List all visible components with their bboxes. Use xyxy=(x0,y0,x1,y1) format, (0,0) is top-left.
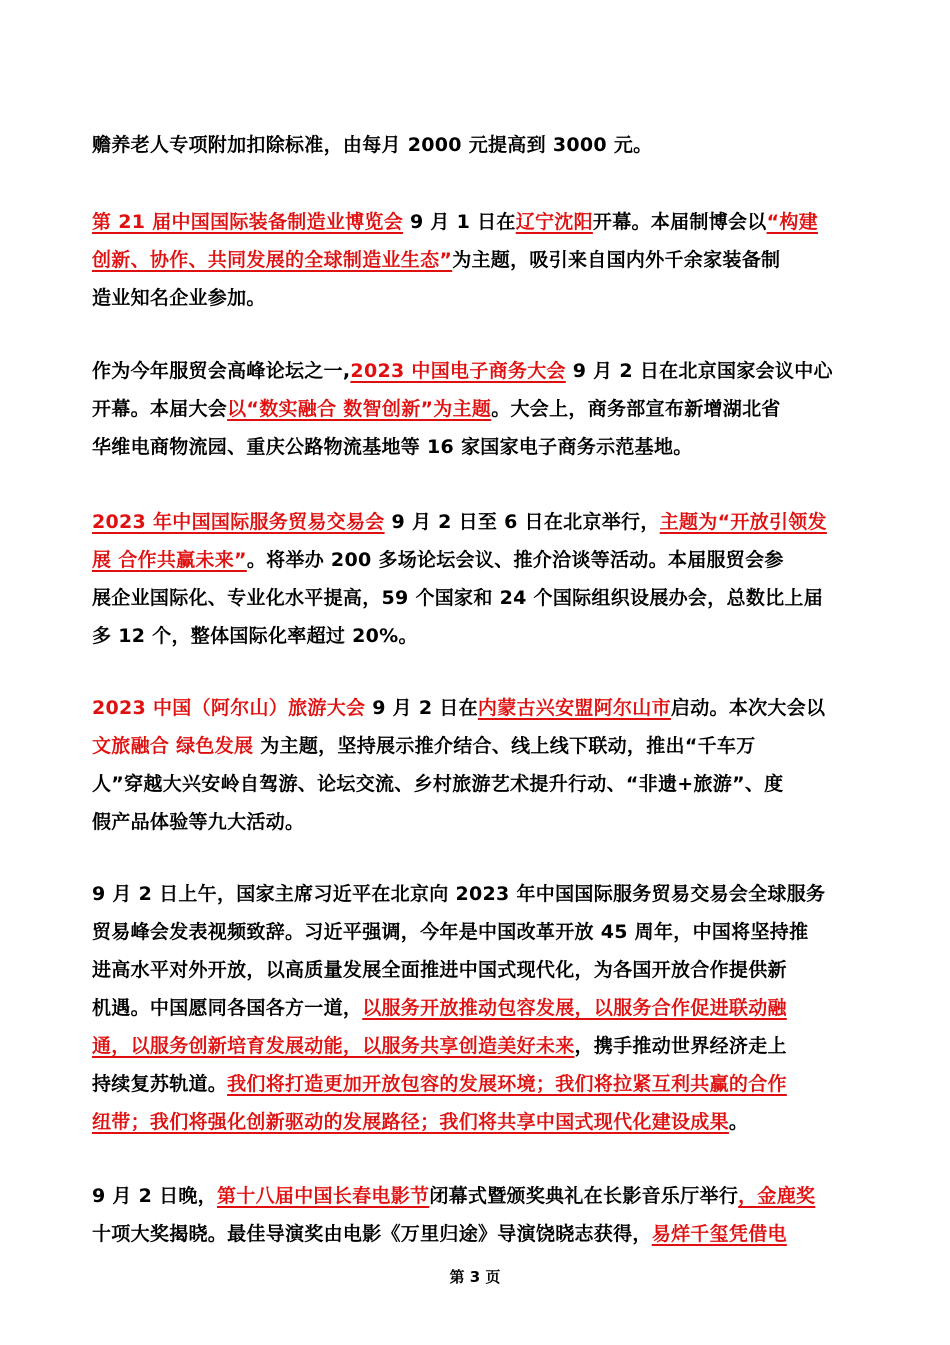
text-line xyxy=(92,617,872,655)
text-segment: 开幕。本届大会 xyxy=(92,398,228,420)
text-segment: 9 月 2 日晚， xyxy=(92,1185,217,1207)
highlighted-text: 第十八届中国长春电影节 xyxy=(217,1185,430,1207)
highlighted-text: 主题为“开放引领发 xyxy=(659,511,827,533)
highlighted-text: 易烊千玺凭借电 xyxy=(651,1223,787,1245)
text-segment: 9 月 2 日上午，国家主席习近平在北京向 2023 年中国国际服务贸易交易会全球服务 xyxy=(92,883,826,905)
highlighted-text: “构建 xyxy=(766,211,818,233)
text-line xyxy=(92,241,872,279)
text-segment: 人”穿越大兴安岭自驾游、论坛交流、乡村旅游艺术提升行动、“非遗+旅游”、度 xyxy=(92,773,784,795)
highlighted-text: 以服务开放推动包容发展，以服务合作促进联动融 xyxy=(362,997,787,1019)
text-segment: 。 xyxy=(728,1111,749,1133)
highlighted-text: 我们将打造更加开放包容的发展环境；我们将拉紧互利共赢的合作 xyxy=(227,1073,787,1095)
text-segment: 展企业国际化、专业化水平提高，59 个国家和 24 个国际组织设展办会，总数比上届 xyxy=(92,587,824,609)
text-segment: 持续复苏轨道。 xyxy=(92,1073,228,1095)
highlighted-text: 以“数实融合 数智创新”为主题 xyxy=(227,398,492,420)
text-line xyxy=(92,803,872,841)
text-line xyxy=(92,951,872,989)
text-line xyxy=(92,352,872,390)
highlighted-text: 2023 年中国国际服务贸易交易会 xyxy=(92,511,385,533)
text-line xyxy=(92,689,872,727)
highlighted-text: 第 21 届中国国际装备制造业博览会 xyxy=(92,211,404,233)
paragraph-elder-care-deduction xyxy=(92,126,872,164)
text-line xyxy=(92,579,872,617)
highlighted-text: 通，以服务创新培育发展动能，以服务共享创造美好未来 xyxy=(92,1035,575,1057)
highlighted-text: 展 合作共赢未来” xyxy=(92,549,247,571)
paragraph-arxan-tourism xyxy=(92,689,872,841)
text-segment: 为主题，吸引来自国内外千余家装备制 xyxy=(452,249,781,271)
text-line xyxy=(92,203,872,241)
text-line xyxy=(92,765,872,803)
paragraph-equipment-expo xyxy=(92,203,872,317)
text-line xyxy=(92,1065,872,1103)
text-segment: 贸易峰会发表视频致辞。习近平强调，今年是中国改革开放 45 周年，中国将坚持推 xyxy=(92,921,809,943)
paragraph-ciftis xyxy=(92,503,872,655)
text-segment: ，携手推动世界经济走上 xyxy=(574,1035,787,1057)
text-segment: 开幕。本届制博会以 xyxy=(592,211,767,233)
text-segment: 9 月 2 日至 6 日在北京举行， xyxy=(384,511,660,533)
text-segment: 9 月 2 日在 xyxy=(365,697,478,719)
paragraph-changchun-film-festival xyxy=(92,1177,872,1253)
highlighted-text: 纽带；我们将强化创新驱动的发展路径；我们将共享中国式现代化建设成果 xyxy=(92,1111,729,1133)
highlighted-text: 2023 中国电子商务大会 xyxy=(350,360,566,382)
text-line xyxy=(92,875,872,913)
page-number: 第 3 页 xyxy=(449,1268,501,1286)
text-segment: 机遇。中国愿同各国各方一道， xyxy=(92,997,363,1019)
text-segment: 多 12 个，整体国际化率超过 20%。 xyxy=(92,625,418,647)
text-segment: 为主题，坚持展示推介结合、线上线下联动，推出“千车万 xyxy=(260,735,756,757)
text-segment: 赡养老人专项附加扣除标准，由每月 2000 元提高到 3000 元。 xyxy=(92,134,653,156)
text-segment: 作为今年服贸会高峰论坛之一, xyxy=(92,360,351,382)
text-segment: 9 月 1 日在 xyxy=(403,211,516,233)
highlighted-text: 文旅融合 绿色发展 xyxy=(92,735,261,757)
highlighted-text: ，金鹿奖 xyxy=(738,1185,816,1207)
text-line xyxy=(92,126,872,164)
text-line xyxy=(92,727,872,765)
text-line xyxy=(92,1103,872,1141)
highlighted-text: 内蒙古兴安盟阿尔山市 xyxy=(477,697,671,719)
text-line xyxy=(92,913,872,951)
text-line xyxy=(92,428,872,466)
text-segment: 十项大奖揭晓。最佳导演奖由电影《万里归途》导演饶晓志获得， xyxy=(92,1223,652,1245)
text-segment: 启动。本次大会以 xyxy=(670,697,826,719)
text-segment: 造业知名企业参加。 xyxy=(92,287,266,309)
text-segment: 闭幕式暨颁奖典礼在长影音乐厅举行 xyxy=(429,1185,739,1207)
text-line xyxy=(92,503,872,541)
paragraph-ecommerce-conference xyxy=(92,352,872,466)
text-segment: 假产品体验等九大活动。 xyxy=(92,811,305,833)
text-line xyxy=(92,541,872,579)
highlighted-text: 创新、协作、共同发展的全球制造业生态” xyxy=(92,249,453,271)
text-segment: 。将举办 200 多场论坛会议、推介洽谈等活动。本届服贸会参 xyxy=(246,549,784,571)
paragraph-xi-speech xyxy=(92,875,872,1141)
highlighted-text: 辽宁沈阳 xyxy=(515,211,593,233)
text-line xyxy=(92,390,872,428)
text-segment: 9 月 2 日在北京国家会议中心 xyxy=(565,360,833,382)
text-segment: 华维电商物流园、重庆公路物流基地等 16 家国家电子商务示范基地。 xyxy=(92,436,693,458)
text-segment: 。大会上，商务部宣布新增湖北省 xyxy=(491,398,781,420)
text-line xyxy=(92,1027,872,1065)
highlighted-text: 2023 中国（阿尔山）旅游大会 xyxy=(92,697,366,719)
text-line xyxy=(92,1215,872,1253)
text-segment: 进高水平对外开放，以高质量发展全面推进中国式现代化，为各国开放合作提供新 xyxy=(92,959,787,981)
text-line xyxy=(92,989,872,1027)
text-line xyxy=(92,1177,872,1215)
text-line xyxy=(92,279,872,317)
